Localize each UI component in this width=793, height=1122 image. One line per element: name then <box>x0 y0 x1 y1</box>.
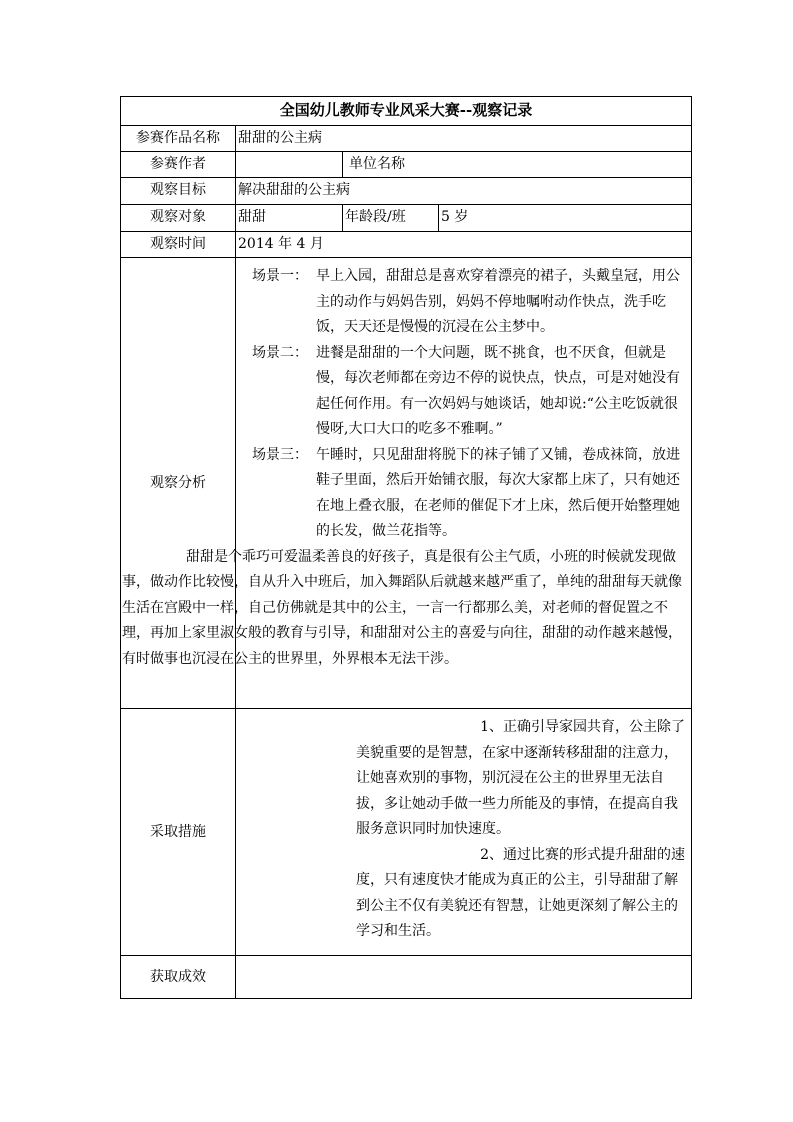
time-row <box>121 231 691 257</box>
measure-1-lead: 1、正确引导家园共育，公主除了 <box>480 719 685 735</box>
analysis-row <box>121 257 691 708</box>
unit-label: 单位名称 <box>342 152 428 177</box>
measure-1-rest: 美貌重要的是智慧，在家中逐渐转移甜甜的注意力，让她喜欢别的事物，别沉浸在公主的世界里无法自拔，多让她动手做一些力所能及的事情，在提高自我服务意识同时加快速度。 <box>356 744 678 837</box>
author-label: 参赛作者 <box>150 156 206 172</box>
observation-record-table <box>120 96 692 999</box>
scene-1-text <box>316 264 687 341</box>
measures-row <box>121 708 691 955</box>
results-row <box>121 955 691 998</box>
scene-3-lead: 午睡时，只见甜甜将脱下的袜子铺了又铺，卷成袜 <box>316 446 624 463</box>
measure-2-rest: 度，只有速度快才能成为真正的公主，引导甜甜了解到公主不仅有美貌还有智慧，让她更深刻了解公主的学习和生活。 <box>356 872 678 939</box>
scene-2 <box>236 341 687 443</box>
work-name-row <box>121 125 691 151</box>
work-name-value: 甜甜的公主病 <box>235 126 691 151</box>
scene-1-rest: 冠，用公主的动作与妈妈告别，妈妈不停地嘱咐动作快点，洗手吃饭，天天还是慢慢的沉浸在公主梦中。 <box>316 268 680 335</box>
measure-2-lead: 2、通过比赛的形式提升甜甜的速 <box>480 846 685 863</box>
subject-label: 观察对象 <box>150 209 206 225</box>
goal-label: 观察目标 <box>150 182 206 198</box>
unit-value <box>428 152 691 177</box>
scene-1-label: 场景一： <box>252 268 308 284</box>
measure-item-1 <box>236 715 691 843</box>
work-name-label: 参赛作品名称 <box>136 130 220 146</box>
scene-2-lead: 进餐是甜甜的一个大问题，既不挑食，也不厌食， <box>316 344 624 361</box>
author-row <box>121 151 691 177</box>
goal-value: 解决甜甜的公主病 <box>235 178 691 204</box>
goal-row <box>121 177 691 204</box>
analysis-label: 观察分析 <box>150 474 206 491</box>
scene-3 <box>236 443 687 545</box>
title-row <box>121 97 691 125</box>
author-value <box>235 152 342 177</box>
scene-2-label: 场景二： <box>252 344 308 361</box>
age-value: 5 岁 <box>438 205 691 231</box>
scene-1 <box>236 264 687 341</box>
measures-content <box>235 709 691 955</box>
scene-3-text <box>316 443 687 545</box>
subject-value: 甜甜 <box>235 205 342 231</box>
time-value: 2014 年 4 月 <box>235 232 691 257</box>
time-label: 观察时间 <box>150 236 206 252</box>
results-value <box>235 956 691 998</box>
scene-3-label: 场景三： <box>252 446 308 463</box>
scene-1-lead: 早上入园，甜甜总是喜欢穿着漂亮的裙子，头戴皇 <box>316 268 624 284</box>
analysis-summary: 甜甜是个乖巧可爱温柔善良的好孩子，真是很有公主气质，小班的时候就发现做事，做动作比较慢，自从升入中班后，加入舞蹈队后就越来越严重了，单纯的甜甜每天就像生活在宫殿中一样，自己仿佛就是其中的公主，一言一行都那么美，对老师的督促置之不理，再加上家里淑女般的教育与引导，和甜甜对公主的喜爱与向往，甜甜的动作越来越慢，有时做事也沉浸在公主的世界里，外界根本无法干涉。 <box>122 548 682 667</box>
age-label: 年龄段/班 <box>342 205 438 231</box>
results-label: 获取成效 <box>150 968 206 985</box>
measure-item-2 <box>236 843 691 945</box>
scene-3-rest: 筒，放进鞋子里面，然后开始铺衣服，每次大家都上床了，只有她还在地上叠衣服，在老师的催促下才上床，然后便开始整理她的长发，做兰花指等。 <box>316 446 680 539</box>
subject-row <box>121 204 691 231</box>
scene-2-text <box>316 341 687 443</box>
document-title: 全国幼儿教师专业风采大赛--观察记录 <box>279 101 533 119</box>
scene-2-rest: 但就是慢，每次老师都在旁边不停的说快点，快点，可是对她没有起任何作用。有一次妈妈与她谈话，她却说:“公主吃饭就很慢呀,大口大口的吃多不雅啊。” <box>316 344 680 437</box>
measures-label: 采取措施 <box>150 823 206 840</box>
